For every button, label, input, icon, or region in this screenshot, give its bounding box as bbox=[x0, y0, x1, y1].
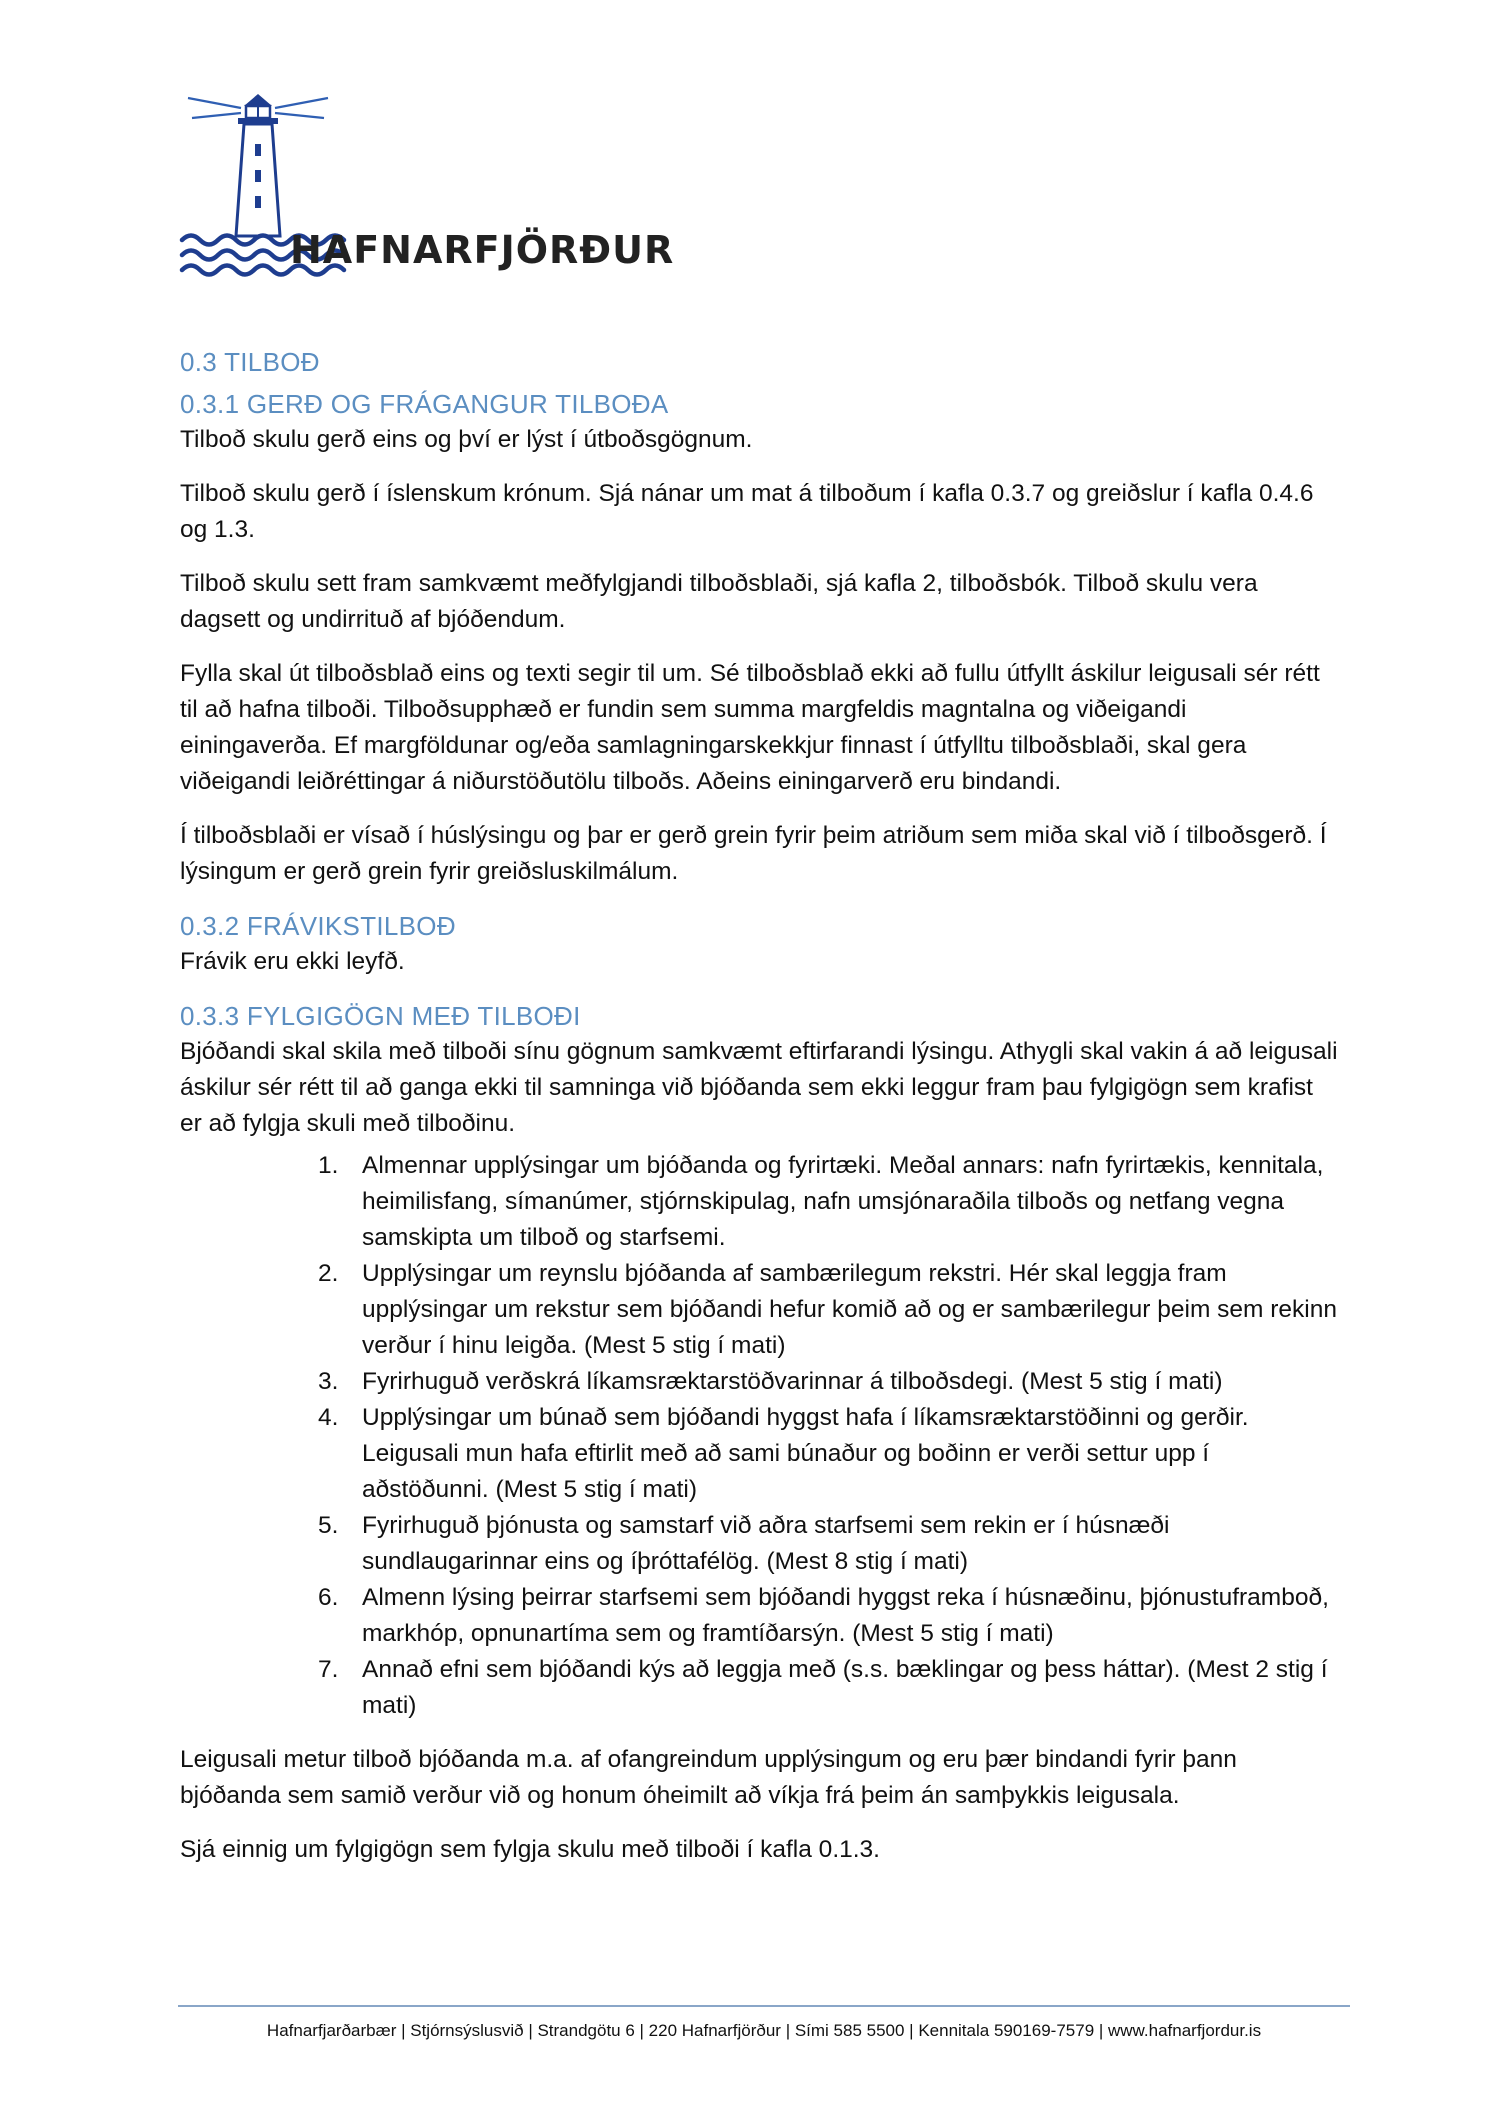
footer-divider bbox=[178, 2005, 1350, 2007]
section-title-0-3: 0.3 TILBOÐ bbox=[180, 347, 320, 377]
paragraph: Tilboð skulu gerð eins og því er lýst í útboðsgögnum. bbox=[180, 426, 753, 453]
requirements-list bbox=[180, 1148, 1340, 1724]
list-text: Upplýsingar um reynslu bjóðanda af sambærilegum rekstri. Hér skal leggja fram upplýsingar um rekstur sem bjóðandi hefur komið að og er sambærilegur þeim sem rekinn verður í hinu leigða. (Mest 5 stig í mati) bbox=[362, 1260, 1337, 1359]
list-text: Fyrirhuguð þjónusta og samstarf við aðra starfsemi sem rekin er í húsnæði sundlaugarinnar eins og íþróttafélög. (Mest 8 stig í mati) bbox=[362, 1512, 1170, 1575]
list-number: 4. bbox=[318, 1404, 339, 1431]
paragraph: Leigusali metur tilboð bjóðanda m.a. af ofangreindum upplýsingum og eru þær bindandi fyrir þann bjóðanda sem samið verður við og honum óheimilt að víkja frá þeim án samþykkis leigusala. bbox=[180, 1746, 1237, 1809]
logo-wordmark: HAFNARFJÖRÐUR bbox=[290, 228, 675, 272]
paragraph: Tilboð skulu sett fram samkvæmt meðfylgjandi tilboðsblaði, sjá kafla 2, tilboðsbók. Tilboð skulu vera dagsett og undirrituð af bjóðendum. bbox=[180, 570, 1258, 633]
list-item bbox=[180, 1400, 1340, 1508]
paragraph: Í tilboðsblaði er vísað í húslýsingu og þar er gerð grein fyrir þeim atriðum sem miða skal við í tilboðsgerð. Í lýsingum er gerð grein fyrir greiðsluskilmálum. bbox=[180, 822, 1327, 885]
section-title-0-3-2: 0.3.2 FRÁVIKSTILBOÐ bbox=[180, 911, 456, 941]
section-title-0-3-1: 0.3.1 GERÐ OG FRÁGANGUR TILBOÐA bbox=[180, 389, 669, 419]
list-item bbox=[180, 1508, 1340, 1580]
main-content bbox=[180, 344, 1340, 1886]
list-number: 2. bbox=[318, 1260, 339, 1287]
list-item bbox=[180, 1652, 1340, 1724]
list-number: 6. bbox=[318, 1584, 339, 1611]
paragraph: Sjá einnig um fylgigögn sem fylgja skulu með tilboði í kafla 0.1.3. bbox=[180, 1836, 880, 1863]
list-item bbox=[180, 1148, 1340, 1256]
list-text: Almenn lýsing þeirrar starfsemi sem bjóðandi hyggst reka í húsnæðinu, þjónustuframboð, markhóp, opnunartíma sem og framtíðarsýn. (Mest 5 stig í mati) bbox=[362, 1584, 1329, 1647]
list-text: Almennar upplýsingar um bjóðanda og fyrirtæki. Meðal annars: nafn fyrirtækis, kennitala, heimilisfang, símanúmer, stjórnskipulag, nafn umsjónaraðila tilboðs og netfang vegna samskipta um tilboð og starfsemi. bbox=[362, 1152, 1324, 1251]
list-item bbox=[180, 1580, 1340, 1652]
list-number: 1. bbox=[318, 1152, 339, 1179]
paragraph: Tilboð skulu gerð í íslenskum krónum. Sjá nánar um mat á tilboðum í kafla 0.3.7 og greiðslur í kafla 0.4.6 og 1.3. bbox=[180, 480, 1314, 543]
paragraph: Fylla skal út tilboðsblað eins og texti segir til um. Sé tilboðsblað ekki að fullu útfyllt áskilur leigusali sér rétt til að hafna tilboði. Tilboðsupphæð er fundin sem summa margfeldis magntalna og viðeigandi einingaverða. Ef margföldunar og/eða samlagningarskekkjur finnast í útfylltu tilboðsblaði, skal gera viðeigandi leiðréttingar á niðurstöðutölu tilboðs. Aðeins einingarverð eru bindandi. bbox=[180, 660, 1320, 795]
list-text: Fyrirhuguð verðskrá líkamsræktarstöðvarinnar á tilboðsdegi. (Mest 5 stig í mati) bbox=[362, 1368, 1223, 1395]
paragraph: Bjóðandi skal skila með tilboði sínu gögnum samkvæmt eftirfarandi lýsingu. Athygli skal vakin á að leigusali áskilur sér rétt til að ganga ekki til samninga við bjóðanda sem ekki leggur fram þau fylgigögn sem krafist er að fylgja skuli með tilboðinu. bbox=[180, 1038, 1338, 1137]
list-number: 7. bbox=[318, 1656, 339, 1683]
list-text: Annað efni sem bjóðandi kýs að leggja með (s.s. bæklingar og þess háttar). (Mest 2 stig í mati) bbox=[362, 1656, 1328, 1719]
section-title-0-3-3: 0.3.3 FYLGIGÖGN MEÐ TILBOÐI bbox=[180, 1001, 581, 1031]
list-item bbox=[180, 1256, 1340, 1364]
list-item bbox=[180, 1364, 1340, 1400]
list-text: Upplýsingar um búnað sem bjóðandi hyggst hafa í líkamsræktarstöðinni og gerðir. Leigusali mun hafa eftirlit með að sami búnaður og boðinn er verði settur upp í aðstöðunni. (Mest 5 stig í mati) bbox=[362, 1404, 1249, 1503]
list-number: 3. bbox=[318, 1368, 339, 1395]
paragraph: Frávik eru ekki leyfð. bbox=[180, 948, 405, 975]
list-number: 5. bbox=[318, 1512, 339, 1539]
hafnarfjordur-logo bbox=[178, 88, 678, 288]
page-footer: Hafnarfjarðarbær | Stjórnsýslusvið | Strandgötu 6 | 220 Hafnarfjörður | Sími 585 5500 | Kennitala 590169-7579 | www.hafnarfjordur.is bbox=[266, 2021, 1262, 2040]
lighthouse-icon bbox=[178, 88, 678, 288]
